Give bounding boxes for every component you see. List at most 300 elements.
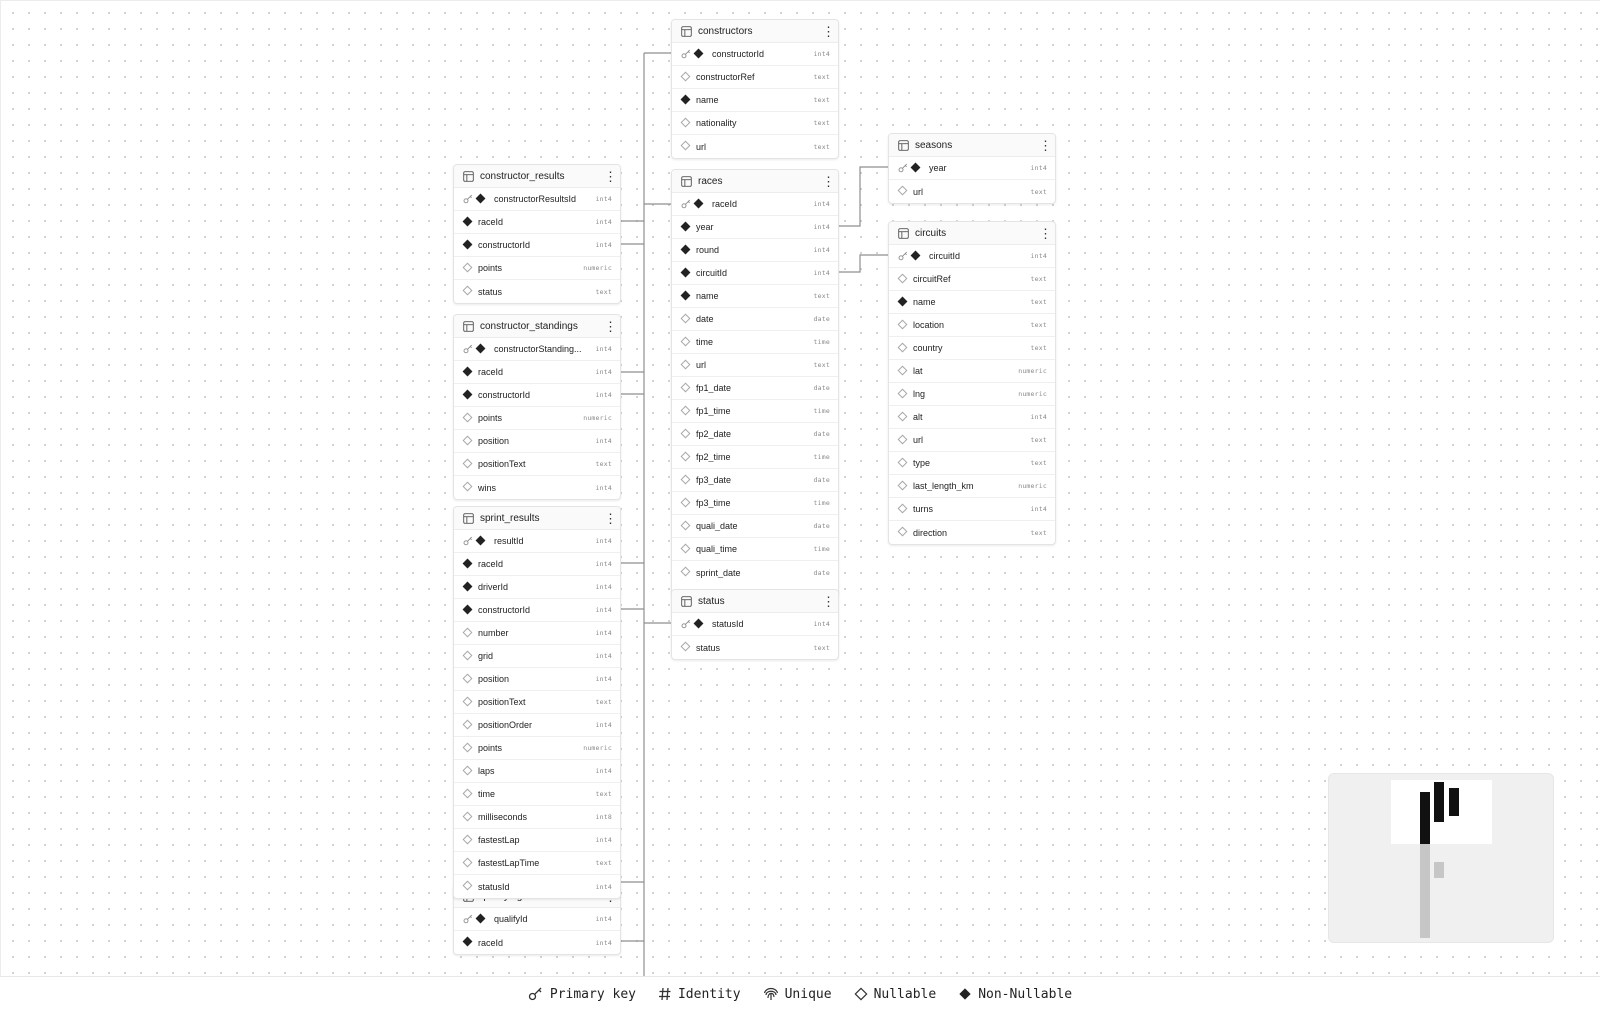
column-name: type (913, 458, 931, 468)
column-name: raceId (478, 367, 504, 377)
column-name: year (929, 163, 947, 173)
column-row[interactable] (889, 406, 1055, 429)
column-type: text (1030, 187, 1047, 196)
non-nullable-icon (476, 536, 486, 546)
column-type: text (813, 73, 830, 81)
column-row[interactable] (672, 43, 838, 66)
nullable-icon (681, 314, 691, 324)
nullable-icon (898, 389, 908, 399)
table-icon (681, 176, 692, 187)
column-row[interactable] (454, 714, 620, 737)
column-name: quali_date (696, 521, 738, 531)
column-name: name (696, 291, 719, 301)
column-row[interactable] (672, 613, 838, 636)
nullable-icon (463, 651, 473, 661)
column-name: raceId (712, 199, 738, 209)
table-header[interactable] (454, 165, 620, 188)
column-row[interactable] (672, 636, 838, 659)
column-type: int4 (595, 721, 612, 729)
column-row[interactable] (454, 453, 620, 476)
column-type: int4 (595, 368, 612, 376)
column-name: last_length_km (913, 481, 974, 491)
fk-seasons (839, 167, 888, 226)
column-row[interactable] (672, 216, 838, 239)
column-type: date (813, 315, 830, 323)
column-name: positionText (478, 459, 526, 469)
non-nullable-icon (463, 937, 473, 947)
column-type: date (813, 568, 830, 577)
column-name: fp1_date (696, 383, 732, 393)
column-name: grid (478, 651, 494, 661)
column-name: constructorResultsId (494, 194, 577, 204)
column-row[interactable] (454, 691, 620, 714)
nullable-icon (681, 544, 691, 554)
column-name: status (478, 286, 503, 297)
table-circuits[interactable] (888, 221, 1056, 545)
table-constructors[interactable] (671, 19, 839, 159)
nullable-icon (898, 320, 908, 330)
table-icon (681, 26, 692, 37)
nullable-icon (898, 343, 908, 353)
column-type: date (813, 522, 830, 530)
non-nullable-icon (694, 49, 704, 59)
table-sprint-results[interactable] (453, 506, 621, 899)
column-name: date (696, 314, 714, 324)
column-name: milliseconds (478, 812, 528, 822)
column-row[interactable] (454, 875, 620, 898)
column-row[interactable] (454, 257, 620, 280)
column-type: text (813, 361, 830, 369)
column-row[interactable] (889, 180, 1055, 203)
non-nullable-icon (476, 914, 486, 924)
column-row[interactable] (889, 475, 1055, 498)
column-type: int4 (595, 583, 612, 591)
more-options-icon[interactable]: ⋮ (604, 318, 617, 334)
table-header[interactable] (889, 222, 1055, 245)
column-row[interactable] (672, 308, 838, 331)
column-row[interactable] (889, 157, 1055, 180)
column-name: time (696, 337, 714, 347)
nullable-icon (463, 835, 473, 845)
nullable-icon (681, 118, 691, 128)
table-name: constructors (698, 25, 753, 37)
nullable-icon (681, 72, 691, 82)
column-name: constructorId (478, 240, 531, 250)
column-type: numeric (1018, 482, 1047, 490)
column-name: circuitRef (913, 274, 951, 284)
more-options-icon[interactable]: ⋮ (822, 173, 835, 189)
column-type: int4 (813, 620, 830, 628)
table-header[interactable] (672, 20, 838, 43)
nullable-icon (681, 567, 691, 577)
nullable-icon (463, 789, 473, 799)
table-status[interactable] (671, 589, 839, 660)
nullable-icon (681, 642, 691, 652)
non-nullable-icon (898, 297, 908, 307)
column-row[interactable] (889, 360, 1055, 383)
column-name: fp3_date (696, 475, 732, 485)
column-name: year (696, 222, 714, 232)
column-row[interactable] (672, 285, 838, 308)
column-row[interactable] (672, 262, 838, 285)
nullable-icon (463, 263, 473, 273)
table-icon (463, 321, 474, 332)
non-nullable-icon (681, 95, 691, 105)
column-row[interactable] (454, 622, 620, 645)
column-row[interactable] (672, 446, 838, 469)
column-name: points (478, 263, 503, 273)
column-type: int4 (813, 269, 830, 277)
column-row[interactable] (672, 135, 838, 158)
column-type: time (813, 338, 830, 346)
column-type: text (813, 96, 830, 104)
column-type: int4 (595, 836, 612, 844)
fk-circuits (839, 255, 888, 272)
nullable-icon (681, 429, 691, 439)
table-name: races (698, 175, 723, 187)
more-options-icon[interactable]: ⋮ (1039, 225, 1052, 241)
nullable-icon (463, 697, 473, 707)
column-type: int4 (595, 606, 612, 614)
column-row[interactable] (672, 89, 838, 112)
column-row[interactable] (889, 268, 1055, 291)
column-row[interactable] (672, 515, 838, 538)
column-row[interactable] (454, 783, 620, 806)
table-icon (681, 596, 692, 607)
nullable-icon (681, 498, 691, 508)
table-header[interactable] (672, 170, 838, 193)
column-row[interactable] (454, 852, 620, 875)
table-races[interactable] (671, 169, 839, 597)
column-type: text (595, 790, 612, 798)
table-name: sprint_results (480, 512, 540, 524)
table-name: circuits (915, 227, 947, 239)
column-type: text (595, 859, 612, 867)
non-nullable-icon (911, 251, 921, 261)
column-type: text (1030, 459, 1047, 467)
more-options-icon[interactable]: ⋮ (604, 510, 617, 526)
column-row[interactable] (454, 338, 620, 361)
column-type: text (813, 643, 830, 652)
column-type: numeric (1018, 390, 1047, 398)
nullable-icon (898, 481, 908, 491)
column-name: location (913, 320, 945, 330)
table-header[interactable] (454, 507, 620, 530)
non-nullable-icon (681, 268, 691, 278)
legend-identity (658, 987, 741, 1002)
column-name: qualifyId (494, 914, 528, 924)
column-name: wins (478, 482, 497, 493)
nullable-icon (898, 274, 908, 284)
column-row[interactable] (454, 530, 620, 553)
legend-primary-key (528, 987, 636, 1002)
nullable-icon (463, 881, 473, 891)
column-row[interactable] (889, 245, 1055, 268)
column-row[interactable] (454, 476, 620, 499)
table-header[interactable] (672, 590, 838, 613)
legend-nullable (854, 987, 937, 1002)
nullable-icon (463, 286, 473, 296)
column-type: int4 (1030, 164, 1047, 172)
column-row[interactable] (454, 760, 620, 783)
column-type: int4 (595, 938, 612, 947)
column-row[interactable] (454, 908, 620, 931)
column-row[interactable] (672, 400, 838, 423)
column-name: fp1_time (696, 406, 731, 416)
column-row[interactable] (889, 337, 1055, 360)
column-type: text (595, 460, 612, 468)
non-nullable-icon (463, 217, 473, 227)
nullable-icon (898, 186, 908, 196)
column-type: time (813, 499, 830, 507)
nullable-icon (681, 452, 691, 462)
legend-unique-label: Unique (784, 986, 832, 1002)
nullable-icon (463, 628, 473, 638)
non-nullable-icon (694, 199, 704, 209)
column-row[interactable] (889, 429, 1055, 452)
column-row[interactable] (454, 931, 620, 954)
column-name: constructorId (478, 605, 531, 615)
column-name: resultId (494, 536, 524, 546)
table-header[interactable] (889, 134, 1055, 157)
column-row[interactable] (672, 331, 838, 354)
non-nullable-icon (463, 559, 473, 569)
column-row[interactable] (672, 561, 838, 584)
more-options-icon[interactable]: ⋮ (604, 168, 617, 184)
column-type: time (813, 453, 830, 461)
column-row[interactable] (889, 498, 1055, 521)
column-row[interactable] (454, 211, 620, 234)
column-row[interactable] (672, 377, 838, 400)
column-name: name (696, 95, 719, 105)
key-icon (528, 987, 544, 1001)
column-row[interactable] (889, 383, 1055, 406)
non-nullable-icon (463, 390, 473, 400)
column-name: positionText (478, 697, 526, 707)
table-icon (898, 140, 909, 151)
column-row[interactable] (454, 829, 620, 852)
column-name: fp2_date (696, 429, 732, 439)
key-icon (681, 49, 691, 59)
non-nullable-icon (463, 367, 473, 377)
nullable-icon (463, 743, 473, 753)
column-row[interactable] (672, 538, 838, 561)
legend-identity-label: Identity (677, 986, 741, 1002)
column-name: fp2_time (696, 452, 731, 462)
column-row[interactable] (454, 806, 620, 829)
diamond-filled-icon (958, 987, 972, 1001)
column-name: round (696, 245, 720, 255)
key-icon (463, 914, 473, 924)
nullable-icon (898, 435, 908, 445)
column-type: int4 (595, 629, 612, 637)
column-row[interactable] (454, 234, 620, 257)
column-row[interactable] (454, 553, 620, 576)
column-name: url (696, 141, 707, 152)
column-name: time (478, 789, 496, 799)
table-constructor-results[interactable] (453, 164, 621, 304)
nullable-icon (463, 858, 473, 868)
more-options-icon[interactable]: ⋮ (822, 23, 835, 39)
column-type: time (813, 407, 830, 415)
table-name: constructor_standings (480, 320, 578, 332)
nullable-icon (898, 527, 908, 537)
legend-bar (0, 976, 1600, 1011)
column-name: driverId (478, 582, 509, 592)
table-icon (463, 171, 474, 182)
column-type: int4 (595, 652, 612, 660)
column-row[interactable] (454, 668, 620, 691)
nullable-icon (898, 504, 908, 514)
column-row[interactable] (889, 291, 1055, 314)
key-icon (898, 163, 908, 173)
nullable-icon (463, 674, 473, 684)
diamond-outline-icon (854, 987, 868, 1001)
column-name: quali_time (696, 544, 738, 554)
column-row[interactable] (454, 361, 620, 384)
column-name: url (913, 186, 924, 197)
key-icon (463, 344, 473, 354)
column-type: int4 (595, 391, 612, 399)
nullable-icon (463, 766, 473, 776)
column-name: url (913, 435, 924, 445)
hash-icon (658, 987, 672, 1001)
column-type: int4 (595, 915, 612, 923)
column-type: text (1030, 275, 1047, 283)
column-type: int4 (1030, 413, 1047, 421)
non-nullable-icon (463, 240, 473, 250)
table-header[interactable] (454, 315, 620, 338)
column-row[interactable] (672, 354, 838, 377)
non-nullable-icon (476, 344, 486, 354)
column-name: position (478, 674, 510, 684)
key-icon (463, 194, 473, 204)
legend-primary-key-label: Primary key (549, 986, 636, 1002)
nullable-icon (681, 360, 691, 370)
column-name: turns (913, 504, 934, 514)
non-nullable-icon (681, 222, 691, 232)
column-type: int4 (595, 345, 612, 353)
legend-nullable-label: Nullable (873, 986, 937, 1002)
column-name: laps (478, 766, 495, 776)
nullable-icon (681, 141, 691, 151)
column-row[interactable] (889, 314, 1055, 337)
column-type: text (595, 698, 612, 706)
column-row[interactable] (454, 407, 620, 430)
column-type: numeric (583, 744, 612, 752)
fingerprint-icon (763, 986, 779, 1002)
column-name: statusId (478, 881, 510, 892)
non-nullable-icon (463, 605, 473, 615)
column-name: fastestLap (478, 835, 520, 845)
nullable-icon (681, 406, 691, 416)
column-name: fastestLapTime (478, 858, 540, 868)
column-row[interactable] (672, 423, 838, 446)
minimap[interactable] (1328, 773, 1554, 943)
column-name: raceId (478, 937, 504, 948)
legend-non-nullable (958, 987, 1072, 1002)
nullable-icon (681, 337, 691, 347)
column-name: direction (913, 527, 948, 538)
column-name: nationality (696, 118, 737, 128)
column-name: raceId (478, 559, 504, 569)
column-name: fp3_time (696, 498, 731, 508)
column-row[interactable] (672, 193, 838, 216)
column-type: int4 (813, 223, 830, 231)
column-name: status (696, 642, 721, 653)
nullable-icon (463, 812, 473, 822)
column-type: text (813, 119, 830, 127)
table-name: constructor_results (480, 170, 565, 182)
key-icon (898, 251, 908, 261)
column-type: int4 (595, 437, 612, 445)
minimap-graphic (1329, 774, 1555, 944)
column-name: positionOrder (478, 720, 533, 730)
column-type: int4 (595, 483, 612, 492)
column-name: position (478, 436, 510, 446)
column-name: lng (913, 389, 926, 399)
column-name: lat (913, 366, 923, 376)
nullable-icon (681, 521, 691, 531)
column-name: number (478, 628, 509, 638)
column-row[interactable] (889, 521, 1055, 544)
column-row[interactable] (672, 469, 838, 492)
more-options-icon[interactable]: ⋮ (822, 593, 835, 609)
column-type: text (813, 292, 830, 300)
nullable-icon (898, 366, 908, 376)
column-row[interactable] (454, 384, 620, 407)
column-row[interactable] (454, 576, 620, 599)
non-nullable-icon (681, 245, 691, 255)
column-type: int8 (595, 813, 612, 821)
table-constructor-standings[interactable] (453, 314, 621, 500)
column-row[interactable] (454, 430, 620, 453)
legend-non-nullable-label: Non-Nullable (978, 986, 1073, 1002)
column-name: circuitId (696, 268, 728, 278)
column-row[interactable] (672, 492, 838, 515)
column-type: text (1030, 436, 1047, 444)
table-seasons[interactable] (888, 133, 1056, 204)
column-name: name (913, 297, 936, 307)
column-row[interactable] (454, 188, 620, 211)
column-name: sprint_date (696, 567, 741, 578)
column-row[interactable] (672, 66, 838, 89)
column-row[interactable] (454, 737, 620, 760)
column-type: int4 (595, 767, 612, 775)
column-type: int4 (595, 241, 612, 249)
nullable-icon (463, 459, 473, 469)
column-name: constructorStanding... (494, 344, 582, 354)
column-type: int4 (595, 195, 612, 203)
column-type: time (813, 545, 830, 553)
table-icon (463, 513, 474, 524)
column-name: points (478, 743, 503, 753)
column-row[interactable] (672, 239, 838, 262)
column-type: date (813, 430, 830, 438)
column-row[interactable] (454, 280, 620, 303)
column-type: int4 (813, 200, 830, 208)
column-row[interactable] (454, 599, 620, 622)
column-type: date (813, 476, 830, 484)
column-type: int4 (595, 218, 612, 226)
column-row[interactable] (889, 452, 1055, 475)
column-name: circuitId (929, 251, 961, 261)
column-name: constructorId (478, 390, 531, 400)
column-type: int4 (1030, 252, 1047, 260)
more-options-icon[interactable]: ⋮ (1039, 137, 1052, 153)
column-row[interactable] (454, 645, 620, 668)
column-row[interactable] (672, 112, 838, 135)
